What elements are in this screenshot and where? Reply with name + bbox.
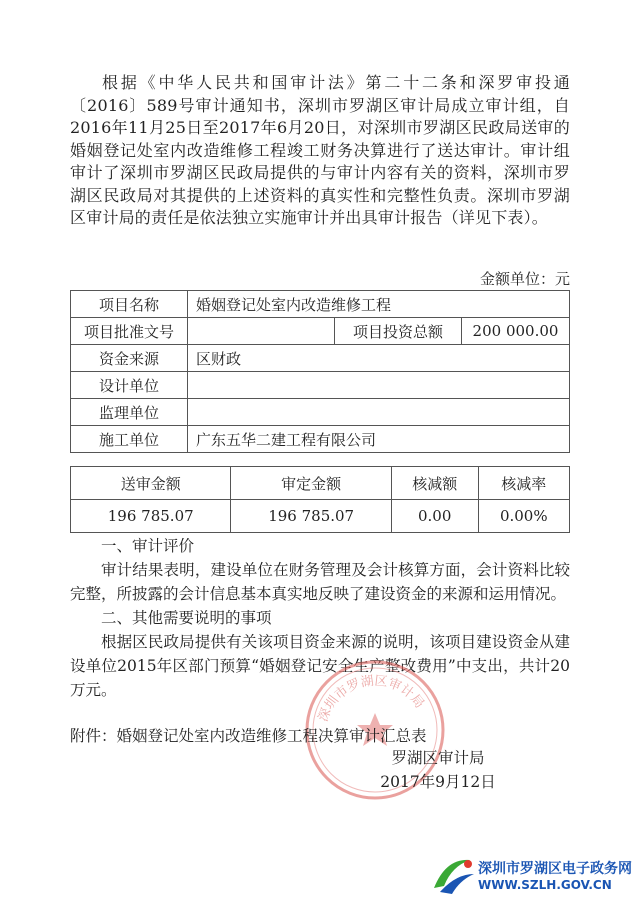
logo-url: WWW.SZLH.GOV.CN — [478, 878, 612, 892]
fund-source-value: 区财政 — [188, 345, 570, 372]
header-reduction-amount: 核减额 — [391, 467, 478, 500]
investment-total-label: 项目投资总额 — [335, 318, 462, 345]
section-1-body: 审计结果表明，建设单位在财务管理及会计核算方面，会计资料比较完整，所披露的会计信息基本真实地反映了建设资金的来源和运用情况。 — [70, 561, 570, 603]
signing-date: 2017年9月12日 — [380, 773, 496, 791]
table-row — [71, 500, 570, 533]
project-name-value: 婚姻登记处室内改造维修工程 — [188, 291, 570, 318]
header-submitted-amount: 送审金额 — [71, 467, 231, 500]
project-info-table — [70, 290, 570, 453]
design-unit-label: 设计单位 — [71, 372, 188, 399]
construction-unit-value: 广东五华二建工程有限公司 — [188, 426, 570, 453]
supervision-unit-value — [188, 399, 570, 426]
submitted-amount-value: 196 785.07 — [71, 500, 231, 533]
table-row — [71, 345, 570, 372]
table-header-row — [71, 467, 570, 500]
logo-swoosh-icon — [430, 852, 476, 898]
approval-number-value — [188, 318, 335, 345]
approved-amount-value: 196 785.07 — [231, 500, 391, 533]
design-unit-value — [188, 372, 570, 399]
table-row — [71, 372, 570, 399]
site-logo — [430, 852, 640, 898]
header-reduction-rate: 核减率 — [478, 467, 569, 500]
section-1-title: 一、审计评价 — [101, 537, 195, 555]
attachment-note: 附件：婚姻登记处室内改造维修工程决算审计汇总表 — [70, 727, 427, 745]
amount-unit-label: 金额单位：元 — [479, 270, 570, 288]
section-2-body: 根据区民政局提供有关该项目资金来源的说明，该项目建设资金从建设单位2015年区部门预算“婚姻登记安全生产整改费用”中支出，共计20万元。 — [70, 633, 570, 699]
reduction-rate-value: 0.00% — [478, 500, 569, 533]
intro-paragraph: 根据《中华人民共和国审计法》第二十二条和深罗审投通〔2016〕589号审计通知书，深圳市罗湖区审计局成立审计组，自2016年11月25日至2017年6月20日，对深圳市罗湖区民政局送审的婚姻登记处室内改造维修工程竣工财务决算进行了送达审计。审计组审计了深圳市罗湖区民政局提供的与审计内容有关的资料，深圳市罗湖区民政局对其提供的上述资料的真实性和完整性负责。深圳市罗湖区审计局的责任是依法独立实施审计并出具审计报告（详见下表）。 — [70, 73, 570, 227]
intro-text — [70, 72, 570, 230]
table-row — [71, 426, 570, 453]
audit-amount-table — [70, 466, 570, 533]
signing-organization: 罗湖区审计局 — [391, 749, 485, 767]
header-approved-amount: 审定金额 — [231, 467, 391, 500]
logo-title: 深圳市罗湖区电子政务网 — [478, 861, 632, 877]
reduction-amount-value: 0.00 — [391, 500, 478, 533]
table-row — [71, 318, 570, 345]
section-2-title: 二、其他需要说明的事项 — [101, 609, 272, 627]
investment-total-value: 200 000.00 — [462, 318, 570, 345]
svg-text:深圳市罗湖区审计局: 深圳市罗湖区审计局 — [315, 673, 427, 724]
fund-source-label: 资金来源 — [71, 345, 188, 372]
table-row — [71, 399, 570, 426]
supervision-unit-label: 监理单位 — [71, 399, 188, 426]
table-row — [71, 291, 570, 318]
signature-block — [368, 746, 508, 794]
construction-unit-label: 施工单位 — [71, 426, 188, 453]
project-name-label: 项目名称 — [71, 291, 188, 318]
approval-number-label: 项目批准文号 — [71, 318, 188, 345]
